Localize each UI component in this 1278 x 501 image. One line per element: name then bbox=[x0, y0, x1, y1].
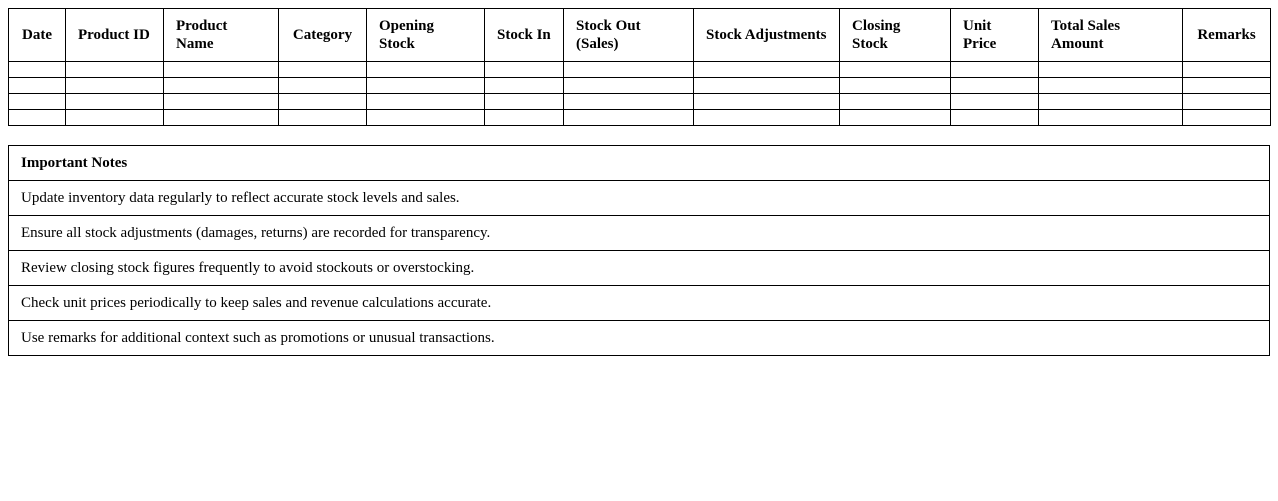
table-cell[interactable] bbox=[485, 94, 564, 110]
table-cell[interactable] bbox=[367, 94, 485, 110]
table-cell[interactable] bbox=[1039, 62, 1183, 78]
table-cell[interactable] bbox=[694, 78, 840, 94]
table-cell[interactable] bbox=[1183, 78, 1271, 94]
table-cell[interactable] bbox=[951, 110, 1039, 126]
table-cell[interactable] bbox=[564, 78, 694, 94]
table-cell[interactable] bbox=[66, 94, 164, 110]
document-body bbox=[8, 8, 1270, 356]
column-header-product-name: Product Name bbox=[164, 9, 279, 62]
table-cell[interactable] bbox=[1039, 78, 1183, 94]
note-text: Use remarks for additional context such as promotions or unusual transactions. bbox=[9, 321, 1270, 356]
table-cell[interactable] bbox=[1183, 94, 1271, 110]
table-row bbox=[9, 110, 1271, 126]
table-row bbox=[9, 94, 1271, 110]
table-cell[interactable] bbox=[367, 62, 485, 78]
column-header-closing-stock: Closing Stock bbox=[840, 9, 951, 62]
table-cell[interactable] bbox=[1183, 110, 1271, 126]
notes-title: Important Notes bbox=[9, 146, 1270, 181]
table-cell[interactable] bbox=[840, 62, 951, 78]
column-header-stock-in: Stock In bbox=[485, 9, 564, 62]
table-cell[interactable] bbox=[485, 110, 564, 126]
table-cell[interactable] bbox=[164, 78, 279, 94]
table-cell[interactable] bbox=[367, 78, 485, 94]
column-header-product-id: Product ID bbox=[66, 9, 164, 62]
column-header-remarks: Remarks bbox=[1183, 9, 1271, 62]
table-cell[interactable] bbox=[694, 62, 840, 78]
column-header-date: Date bbox=[9, 9, 66, 62]
column-header-category: Category bbox=[279, 9, 367, 62]
column-header-stock-adjustments: Stock Adjustments bbox=[694, 9, 840, 62]
table-cell[interactable] bbox=[164, 94, 279, 110]
column-header-opening-stock: Opening Stock bbox=[367, 9, 485, 62]
table-cell[interactable] bbox=[564, 94, 694, 110]
table-cell[interactable] bbox=[840, 78, 951, 94]
table-header-row bbox=[9, 9, 1271, 62]
table-cell[interactable] bbox=[694, 110, 840, 126]
table-row bbox=[9, 62, 1271, 78]
note-text: Review closing stock figures frequently to avoid stockouts or overstocking. bbox=[9, 251, 1270, 286]
important-notes-table bbox=[8, 145, 1270, 356]
table-cell[interactable] bbox=[564, 110, 694, 126]
inventory-table bbox=[8, 8, 1271, 126]
table-cell[interactable] bbox=[485, 62, 564, 78]
table-cell[interactable] bbox=[1183, 62, 1271, 78]
table-cell[interactable] bbox=[951, 78, 1039, 94]
list-item bbox=[9, 216, 1270, 251]
table-cell[interactable] bbox=[1039, 110, 1183, 126]
table-cell[interactable] bbox=[367, 110, 485, 126]
table-cell[interactable] bbox=[279, 62, 367, 78]
table-cell[interactable] bbox=[840, 94, 951, 110]
table-cell[interactable] bbox=[66, 62, 164, 78]
table-cell[interactable] bbox=[279, 78, 367, 94]
table-cell[interactable] bbox=[164, 62, 279, 78]
table-cell[interactable] bbox=[9, 110, 66, 126]
table-cell[interactable] bbox=[66, 110, 164, 126]
list-item bbox=[9, 286, 1270, 321]
table-cell[interactable] bbox=[9, 94, 66, 110]
note-text: Update inventory data regularly to reflect accurate stock levels and sales. bbox=[9, 181, 1270, 216]
table-row bbox=[9, 78, 1271, 94]
column-header-unit-price: Unit Price bbox=[951, 9, 1039, 62]
table-cell[interactable] bbox=[951, 94, 1039, 110]
table-cell[interactable] bbox=[9, 78, 66, 94]
table-cell[interactable] bbox=[279, 110, 367, 126]
table-cell[interactable] bbox=[9, 62, 66, 78]
table-cell[interactable] bbox=[840, 110, 951, 126]
note-text: Ensure all stock adjustments (damages, returns) are recorded for transparency. bbox=[9, 216, 1270, 251]
list-item bbox=[9, 321, 1270, 356]
table-cell[interactable] bbox=[485, 78, 564, 94]
notes-header-row bbox=[9, 146, 1270, 181]
table-cell[interactable] bbox=[694, 94, 840, 110]
column-header-total-sales-amount: Total Sales Amount bbox=[1039, 9, 1183, 62]
table-cell[interactable] bbox=[1039, 94, 1183, 110]
note-text: Check unit prices periodically to keep sales and revenue calculations accurate. bbox=[9, 286, 1270, 321]
list-item bbox=[9, 181, 1270, 216]
list-item bbox=[9, 251, 1270, 286]
table-cell[interactable] bbox=[279, 94, 367, 110]
table-cell[interactable] bbox=[951, 62, 1039, 78]
table-cell[interactable] bbox=[164, 110, 279, 126]
table-cell[interactable] bbox=[66, 78, 164, 94]
table-cell[interactable] bbox=[564, 62, 694, 78]
column-header-stock-out: Stock Out (Sales) bbox=[564, 9, 694, 62]
